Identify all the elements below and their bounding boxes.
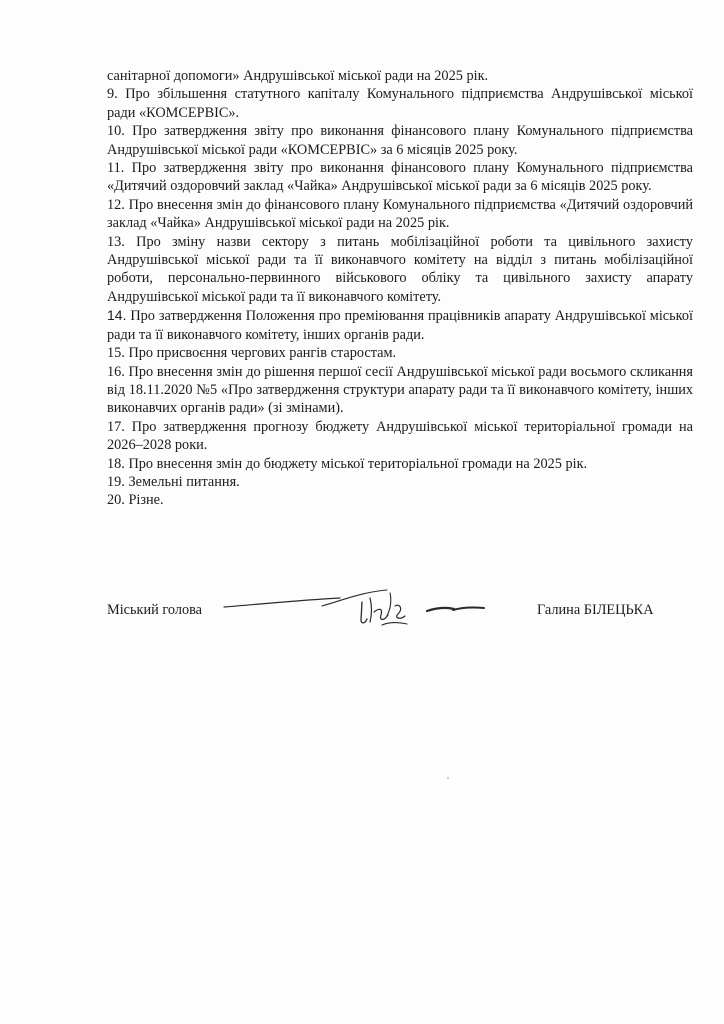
signatory-name: Галина БІЛЕЦЬКА: [537, 602, 654, 618]
agenda-item-8-continuation: санітарної допомоги» Андрушівської міської ради на 2025 рік.: [107, 68, 489, 84]
scan-speck: [447, 777, 449, 779]
agenda-item-13: 13. Про зміну назви сектору з питань мобілізаційної роботи та цивільного захисту Андрушівської міської ради та її виконавчого комітету на відділ з питань мобілізаційної роботи, персонально-первинного військового обліку та цивільного захисту апарату Андрушівської міської ради та її виконавчого комітету.: [107, 233, 693, 305]
handwritten-signature: [222, 586, 492, 632]
agenda-item-9: 9. Про збільшення статутного капіталу Комунального підприємства Андрушівської міської ради «КОМСЕРВІС».: [107, 86, 693, 121]
agenda-list: [107, 67, 693, 510]
agenda-item-19: 19. Земельні питання.: [107, 473, 240, 490]
agenda-item-10: 10. Про затвердження звіту про виконання фінансового плану Комунального підприємства Андрушівської міської ради «КОМСЕРВІС» за 6 місяців 2025 року.: [107, 123, 693, 158]
agenda-item-11: 11. Про затвердження звіту про виконання фінансового плану Комунального підприємства «Дитячий оздоровчий заклад «Чайка» Андрушівської міської ради за 6 місяців 2025 року.: [107, 160, 693, 195]
signature-block: [107, 600, 693, 640]
agenda-item-16: 16. Про внесення змін до рішення першої сесії Андрушівської міської ради восьмого скликання від 18.11.2020 №5 «Про затвердження структури апарату ради та її виконавчого комітету, інших виконавчих органів ради» (зі змінами).: [107, 363, 693, 417]
agenda-item-18: 18. Про внесення змін до бюджету міської територіальної громади на 2025 рік.: [107, 455, 588, 472]
signatory-title: Міський голова: [107, 602, 203, 618]
agenda-item-12: 12. Про внесення змін до фінансового плану Комунального підприємства «Дитячий оздоровчий заклад «Чайка» Андрушівської міської ради на 2025 рік.: [107, 196, 693, 232]
agenda-item-14: [107, 306, 693, 344]
agenda-item-17: 17. Про затвердження прогнозу бюджету Андрушівської міської територіальної громади на 2026–2028 роки.: [107, 418, 693, 454]
agenda-item-20: 20. Різне.: [107, 492, 164, 509]
agenda-item-15: 15. Про присвоєння чергових рангів старостам.: [107, 345, 397, 362]
agenda-item-14-number: 14.: [107, 307, 127, 324]
agenda-item-14-text: Про затвердження Положення про преміювання працівників апарату Андрушівської міської ради та її виконавчого комітету, інших органів ради.: [107, 308, 693, 343]
